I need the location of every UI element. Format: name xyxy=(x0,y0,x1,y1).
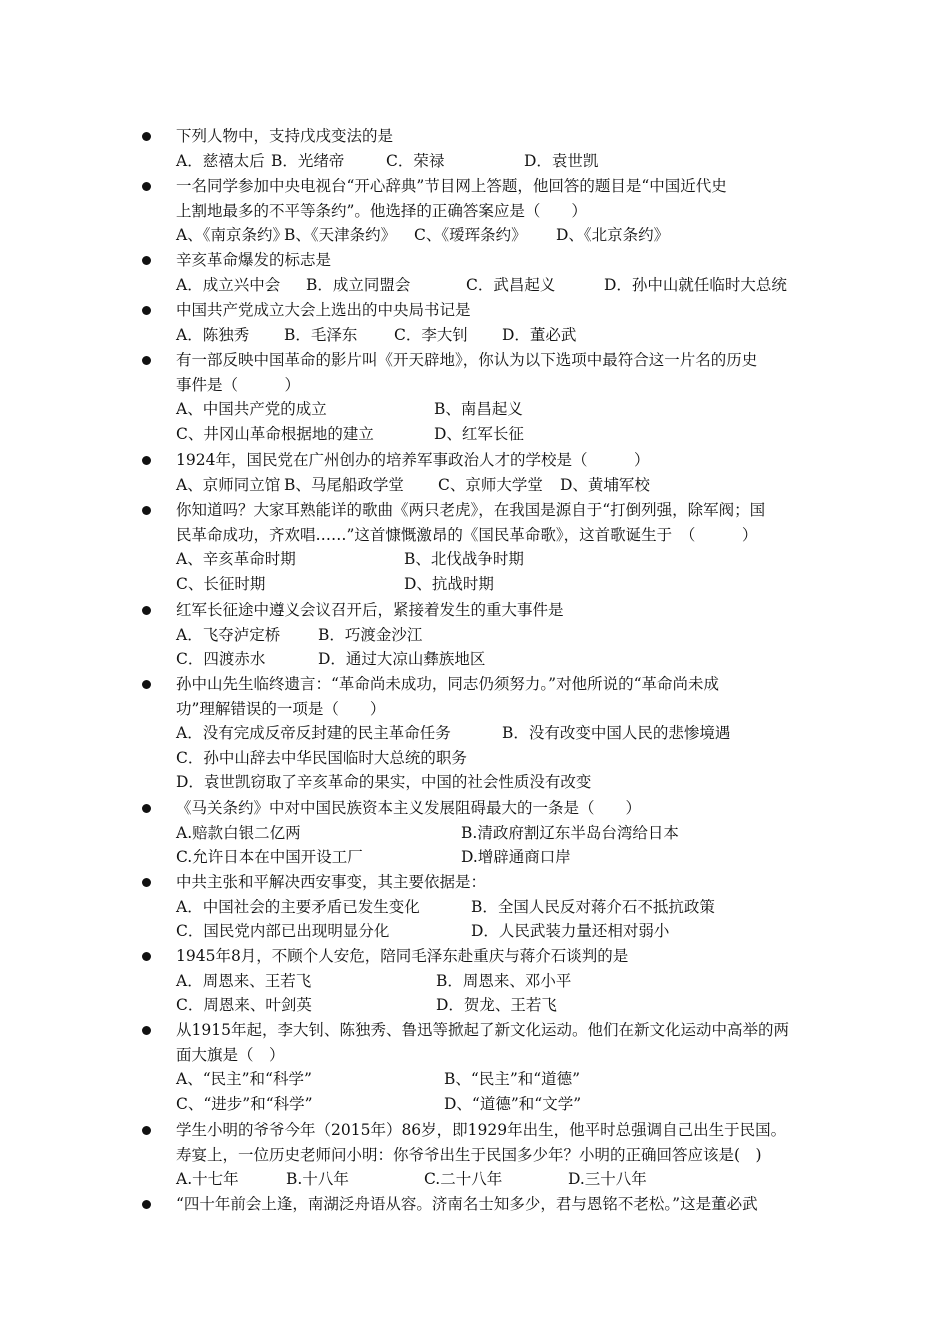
question-stem xyxy=(148,672,818,697)
stem-text: 孙中山先生临终遗言：“革命尚未成功，同志仍须努力。”对他所说的“革命尚未成 xyxy=(176,675,720,693)
bullet-icon xyxy=(142,680,151,689)
answer-option: C、《瑷珲条约》 xyxy=(414,226,527,245)
bullet-icon xyxy=(142,456,151,465)
stem-text: 下列人物中，支持戊戌变法的是 xyxy=(176,127,394,145)
question-stem xyxy=(148,298,818,323)
option-row xyxy=(148,422,818,447)
bullet-icon xyxy=(142,506,151,515)
answer-option: D、黄埔军校 xyxy=(560,475,650,494)
stem-text: 学生小明的爷爷今年（2015年）86岁，即1929年出生，他平时总强调自己出生于民国。 xyxy=(176,1121,787,1139)
answer-option: D.三十八年 xyxy=(568,1170,647,1189)
option-row xyxy=(148,919,818,944)
option-row xyxy=(148,1067,818,1092)
answer-option: D．董必武 xyxy=(502,325,577,344)
answer-option: B．光绪帝 xyxy=(271,151,345,170)
question xyxy=(148,124,818,173)
answer-option: A．没有完成反帝反封建的民主革命任务 xyxy=(176,724,451,743)
stem-text: 红军长征途中遵义会议召开后，紧接着发生的重大事件是 xyxy=(176,601,564,619)
bullet-icon xyxy=(142,306,151,315)
stem-text: “四十年前会上逢，南湖泛舟语从容。济南名士知多少，君与恩铭不老松。”这是董必武 xyxy=(176,1195,758,1213)
option-row xyxy=(148,969,818,994)
bullet-icon xyxy=(142,356,151,365)
bullet-icon xyxy=(142,1200,151,1209)
answer-option: A、“民主”和“科学” xyxy=(176,1070,312,1089)
question-stem xyxy=(148,870,818,895)
answer-option: C.允许日本在中国开设工厂 xyxy=(176,848,363,867)
question-stem xyxy=(148,1192,818,1217)
question xyxy=(148,796,818,870)
answer-option: B、马尾船政学堂 xyxy=(284,475,404,494)
answer-option: C．四渡赤水 xyxy=(176,650,266,669)
question-stem xyxy=(148,348,818,373)
answer-option: B．巧渡金沙江 xyxy=(318,625,423,644)
option-row xyxy=(148,273,818,298)
bullet-icon xyxy=(142,606,151,615)
option-row xyxy=(148,647,818,672)
answer-option: A．飞夺泸定桥 xyxy=(176,625,281,644)
option-row xyxy=(148,1167,818,1192)
answer-option: A、京师同立馆 xyxy=(176,475,281,494)
answer-option: C.二十八年 xyxy=(424,1170,503,1189)
option-row xyxy=(148,223,818,248)
bullet-icon xyxy=(142,878,151,887)
answer-option: D、红军长征 xyxy=(434,424,524,443)
question-stem xyxy=(148,1018,818,1043)
bullet-icon xyxy=(142,1026,151,1035)
option-row xyxy=(148,845,818,870)
answer-option: C．国民党内部已出现明显分化 xyxy=(176,922,390,941)
answer-option: B.清政府割辽东半岛台湾给日本 xyxy=(461,823,679,842)
question xyxy=(148,944,818,1018)
bullet-icon xyxy=(142,1126,151,1135)
answer-option: B、南昌起义 xyxy=(434,400,523,419)
stem-text: 事件是（ ） xyxy=(176,375,301,394)
question xyxy=(148,298,818,347)
answer-option: A、中国共产党的成立 xyxy=(176,400,327,419)
option-row xyxy=(148,993,818,1018)
question-stem xyxy=(148,944,818,969)
answer-option: B．毛泽东 xyxy=(284,325,358,344)
option-row xyxy=(148,547,818,572)
option-row xyxy=(148,1092,818,1117)
answer-option: D．孙中山就任临时大总统 xyxy=(604,275,787,294)
question xyxy=(148,448,818,497)
option-row xyxy=(148,323,818,348)
answer-option: B、《天津条约》 xyxy=(284,226,397,245)
answer-option: A、《南京条约》 xyxy=(176,226,288,245)
answer-option: D．通过大凉山彝族地区 xyxy=(318,650,486,669)
answer-option: B．成立同盟会 xyxy=(306,275,411,294)
stem-text: 《马关条约》中对中国民族资本主义发展阻碍最大的一条是（ ） xyxy=(176,799,642,817)
question xyxy=(148,498,818,596)
question-stem xyxy=(148,796,818,821)
question-stem xyxy=(148,498,818,523)
answer-option: A、辛亥革命时期 xyxy=(176,550,296,569)
question-stem xyxy=(148,124,818,149)
question xyxy=(148,1018,818,1116)
answer-option: A.十七年 xyxy=(176,1170,239,1189)
answer-option: A．陈独秀 xyxy=(176,325,250,344)
question xyxy=(148,348,818,446)
question-stem xyxy=(148,248,818,273)
question-stem xyxy=(148,373,818,398)
question xyxy=(148,174,818,248)
answer-option: C、长征时期 xyxy=(176,574,266,593)
answer-option: D．袁世凯 xyxy=(524,151,599,170)
stem-text: 上割地最多的不平等条约”。他选择的正确答案应是（ ） xyxy=(176,201,587,220)
stem-text: 面大旗是（ ） xyxy=(176,1045,285,1064)
answer-option: A．成立兴中会 xyxy=(176,275,281,294)
question-stem xyxy=(148,1118,818,1143)
answer-option: C、京师大学堂 xyxy=(438,475,543,494)
answer-option: C．李大钊 xyxy=(394,325,468,344)
option-row xyxy=(148,397,818,422)
bullet-icon xyxy=(142,182,151,191)
answer-option: D．人民武装力量还相对弱小 xyxy=(471,922,670,941)
question-stem xyxy=(148,199,818,224)
bullet-icon xyxy=(142,132,151,141)
stem-text: 1945年8月，不顾个人安危，陪同毛泽东赴重庆与蒋介石谈判的是 xyxy=(176,947,629,965)
question-stem xyxy=(148,523,818,548)
answer-option: D.增辟通商口岸 xyxy=(461,848,571,867)
answer-option: C、“进步”和“科学” xyxy=(176,1094,313,1113)
stem-text: 民革命成功，齐欢唱……”这首慷慨激昂的《国民革命歌》，这首歌诞生于 （ ） xyxy=(176,525,758,544)
answer-option: A．周恩来、王若飞 xyxy=(176,971,312,990)
option-row xyxy=(148,473,818,498)
question xyxy=(148,248,818,297)
option-row xyxy=(148,746,818,771)
question-stem xyxy=(148,1043,818,1068)
option-row xyxy=(148,149,818,174)
bullet-icon xyxy=(142,804,151,813)
answer-option: A．慈禧太后 xyxy=(176,151,265,170)
answer-option: C、井冈山革命根据地的建立 xyxy=(176,424,374,443)
question-stem xyxy=(148,174,818,199)
stem-text: 中国共产党成立大会上选出的中央局书记是 xyxy=(176,301,471,319)
answer-option: B、“民主”和“道德” xyxy=(444,1070,581,1089)
answer-option: B.十八年 xyxy=(286,1170,349,1189)
answer-option: D．袁世凯窃取了辛亥革命的果实，中国的社会性质没有改变 xyxy=(176,773,592,792)
question xyxy=(148,1192,818,1217)
stem-text: 辛亥革命爆发的标志是 xyxy=(176,251,332,269)
question-stem xyxy=(148,1143,818,1168)
question xyxy=(148,870,818,944)
stem-text: 1924年，国民党在广州创办的培养军事政治人才的学校是（ ） xyxy=(176,451,650,469)
stem-text: 一名同学参加中央电视台“开心辞典”节目网上答题，他回答的题目是“中国近代史 xyxy=(176,177,727,195)
option-row xyxy=(148,895,818,920)
stem-text: 从1915年起，李大钊、陈独秀、鲁迅等掀起了新文化运动。他们在新文化运动中高举的两 xyxy=(176,1021,789,1039)
answer-option: B、北伐战争时期 xyxy=(404,550,524,569)
answer-option: D．贺龙、王若飞 xyxy=(436,996,557,1015)
question-stem xyxy=(148,598,818,623)
question xyxy=(148,598,818,672)
answer-option: B．全国人民反对蒋介石不抵抗政策 xyxy=(471,897,715,916)
option-row xyxy=(148,572,818,597)
option-row xyxy=(148,623,818,648)
answer-option: C．孙中山辞去中华民国临时大总统的职务 xyxy=(176,748,467,767)
answer-option: D、《北京条约》 xyxy=(556,226,670,245)
question xyxy=(148,1118,818,1192)
stem-text: 寿宴上，一位历史老师问小明：你爷爷出生于民国多少年？小明的正确回答应该是( ) xyxy=(176,1145,762,1164)
option-row xyxy=(148,770,818,795)
answer-option: C．周恩来、叶剑英 xyxy=(176,996,312,1015)
answer-option: C．武昌起义 xyxy=(466,275,556,294)
answer-option: A.赔款白银二亿两 xyxy=(176,823,301,842)
answer-option: B．没有改变中国人民的悲惨境遇 xyxy=(502,724,731,743)
answer-option: C．荣禄 xyxy=(386,151,445,170)
question-stem xyxy=(148,448,818,473)
bullet-icon xyxy=(142,952,151,961)
stem-text: 有一部反映中国革命的影片叫《开天辟地》，你认为以下选项中最符合这一片名的历史 xyxy=(176,351,758,369)
answer-option: B．周恩来、邓小平 xyxy=(436,971,572,990)
bullet-icon xyxy=(142,256,151,265)
question-stem xyxy=(148,697,818,722)
option-row xyxy=(148,821,818,846)
answer-option: D、“道德”和“文学” xyxy=(444,1094,582,1113)
answer-option: D、抗战时期 xyxy=(404,574,494,593)
stem-text: 中共主张和平解决西安事变，其主要依据是： xyxy=(176,873,487,891)
stem-text: 你知道吗？大家耳熟能详的歌曲《两只老虎》，在我国是源自于“打倒列强，除军阀；国 xyxy=(176,501,766,519)
option-row xyxy=(148,721,818,746)
stem-text: 功”理解错误的一项是（ ） xyxy=(176,699,386,718)
question xyxy=(148,672,818,795)
answer-option: A．中国社会的主要矛盾已发生变化 xyxy=(176,897,420,916)
